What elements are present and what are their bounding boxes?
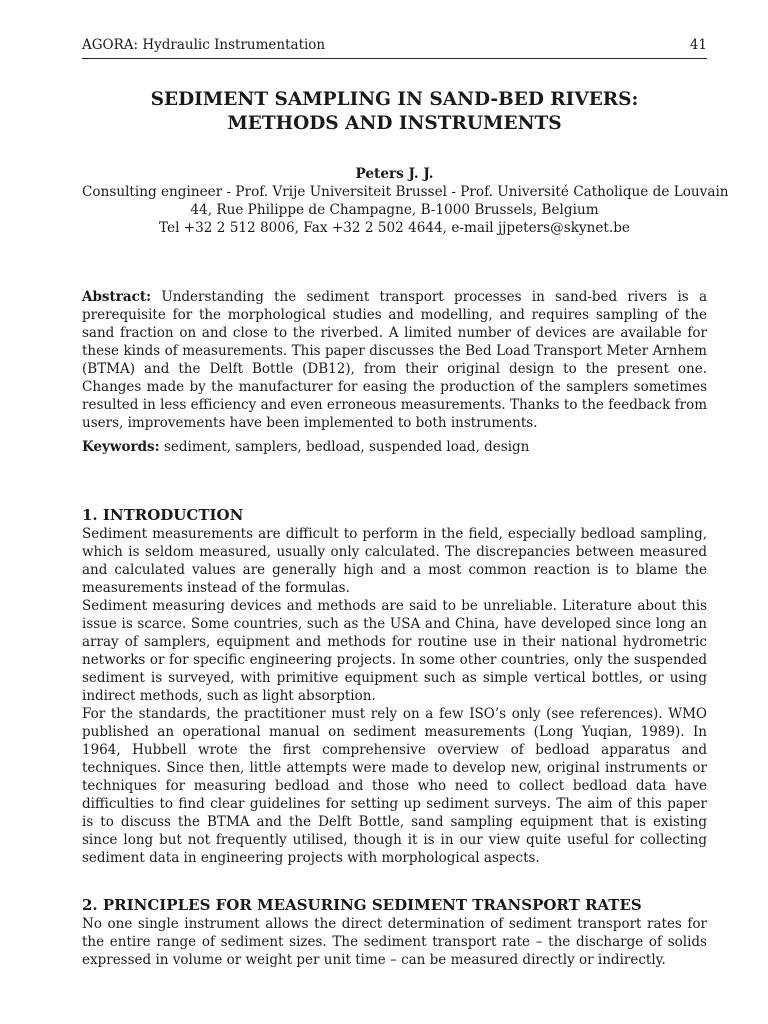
paper-title <box>82 88 707 136</box>
author-address: 44, Rue Philippe de Champagne, B-1000 Brussels, Belgium <box>190 202 599 218</box>
paragraph: For the standards, the practitioner must rely on a few ISO’s only (see references). WMO published an operational manual on sediment measurements (Long Yuqian, 1989). In 1964, Hubbell wrote the first comprehensive overview of bedload apparatus and techniques. Since then, little attempts were made to develop new, original instruments or techniques for measuring bedload and those who need to collect bedload data have difficulties to find clear guidelines for setting up sediment surveys. The aim of this paper is to discuss the BTMA and the Delft Bottle, sand sampling equipment that is existing since long but not frequently utilised, though it is in our view quite useful for collecting sediment data in engineering projects with morphological aspects. <box>82 706 707 866</box>
paragraph: Sediment measuring devices and methods are said to be unreliable. Literature about this issue is scarce. Some countries, such as the USA and China, have developed since long an array of samplers, equipment and methods for routine use in their national hydrometric networks or for specific engineering projects. In some other countries, only the suspended sediment is surveyed, with primitive equipment such as simple vertical bottles, or using indirect methods, such as light absorption. <box>82 598 707 704</box>
paragraph: No one single instrument allows the direct determination of sediment transport rates for the entire range of sediment sizes. The sediment transport rate – the discharge of solids expressed in volume or weight per unit time – can be measured directly or indirectly. <box>82 916 707 968</box>
header-divider <box>82 58 707 59</box>
page-number: 41 <box>689 37 707 53</box>
journal-name: AGORA: Hydraulic Instrumentation <box>82 37 326 53</box>
abstract-label: Abstract: <box>82 289 152 305</box>
keywords <box>82 438 707 456</box>
keywords-text: sediment, samplers, bedload, suspended load, design <box>163 439 530 455</box>
running-header <box>82 36 707 54</box>
keywords-label: Keywords: <box>82 439 160 455</box>
section-heading: 1. INTRODUCTION <box>82 506 244 524</box>
author-block <box>82 165 729 237</box>
abstract <box>82 288 707 432</box>
author-contact: Tel +32 2 512 8006, Fax +32 2 502 4644, e-mail jjpeters@skynet.be <box>159 220 630 236</box>
section-introduction <box>82 505 707 867</box>
paragraph: Sediment measurements are difficult to perform in the field, especially bedload sampling, which is seldom measured, usually only calculated. The discrepancies between measured and calculated values are generally high and a most common reaction is to blame the measurements instead of the formulas. <box>82 526 707 596</box>
title-line-2: METHODS AND INSTRUMENTS <box>227 113 562 134</box>
author-affiliation: Consulting engineer - Prof. Vrije Universiteit Brussel - Prof. Université Catholique de Louvain <box>82 184 729 200</box>
author-name: Peters J. J. <box>355 166 434 182</box>
abstract-text: Understanding the sediment transport processes in sand-bed rivers is a prerequisite for the morphological studies and modelling, and requires sampling of the sand fraction on and close to the riverbed. A limited number of devices are available for these kinds of measurements. This paper discusses the Bed Load Transport Meter Arnhem (BTMA) and the Delft Bottle (DB12), from their original design to the present one. Changes made by the manufacturer for easing the production of the samplers sometimes resulted in less efficiency and even erroneous measurements. Thanks to the feedback from users, improvements have been implemented to both instruments. <box>82 289 707 431</box>
title-line-1: SEDIMENT SAMPLING IN SAND-BED RIVERS: <box>150 89 639 110</box>
section-heading: 2. PRINCIPLES FOR MEASURING SEDIMENT TRANSPORT RATES <box>82 896 642 914</box>
section-principles <box>82 895 707 969</box>
